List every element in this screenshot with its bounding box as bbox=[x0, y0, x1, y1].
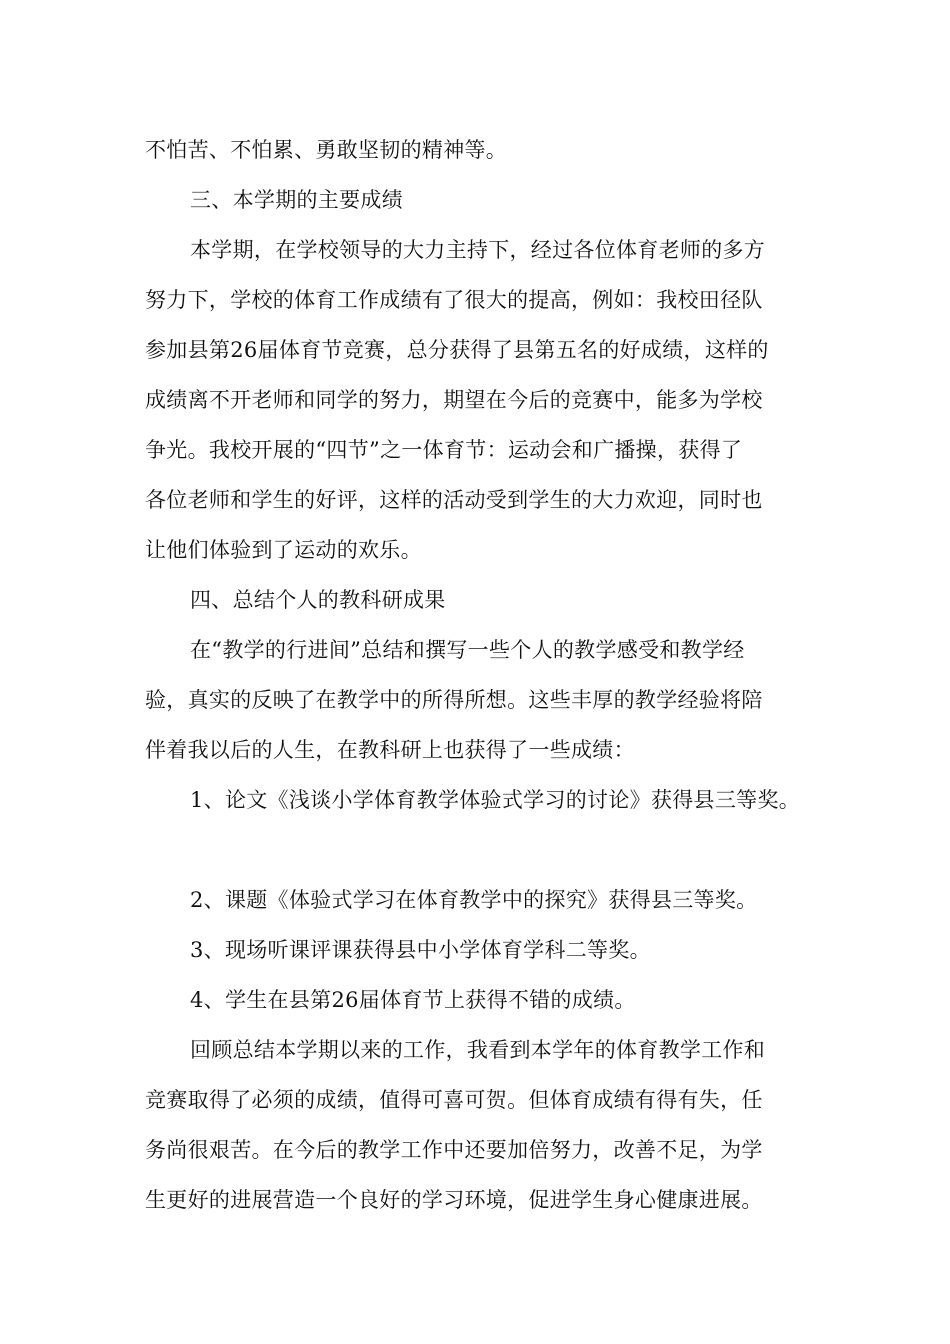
text-line: 各位老师和学生的好评，这样的活动受到学生的大力欢迎，同时也 bbox=[145, 488, 763, 512]
list-item: 3、现场听课评课获得县中小学体育学科二等奖。 bbox=[190, 938, 651, 962]
section-heading-4: 四、总结个人的教科研成果 bbox=[190, 588, 446, 612]
text-line: 成绩离不开老师和同学的努力，期望在今后的竞赛中，能多为学校 bbox=[145, 388, 763, 412]
text-line: 争光。我校开展的“四节”之一体育节：运动会和广播操，获得了 bbox=[145, 438, 743, 462]
text-line: 参加县第26届体育节竞赛，总分获得了县第五名的好成绩，这样的 bbox=[145, 338, 769, 362]
list-item: 4、学生在县第26届体育节上获得不错的成绩。 bbox=[190, 988, 636, 1012]
text-line: 努力下，学校的体育工作成绩有了很大的提高，例如：我校田径队 bbox=[145, 288, 763, 312]
text-line: 伴着我以后的人生，在教科研上也获得了一些成绩： bbox=[145, 738, 635, 762]
text-line: 不怕苦、不怕累、勇敢坚韧的精神等。 bbox=[145, 138, 508, 162]
text-line: 回顾总结本学期以来的工作，我看到本学年的体育教学工作和 bbox=[190, 1038, 766, 1062]
list-item: 2、课题《体验式学习在体育教学中的探究》获得县三等奖。 bbox=[190, 888, 758, 912]
text-line: 让他们体验到了运动的欢乐。 bbox=[145, 538, 422, 562]
text-line: 竞赛取得了必须的成绩，值得可喜可贺。但体育成绩有得有失，任 bbox=[145, 1088, 763, 1112]
text-line: 验，真实的反映了在教学中的所得所想。这些丰厚的教学经验将陪 bbox=[145, 688, 763, 712]
section-heading-3: 三、本学期的主要成绩 bbox=[190, 188, 403, 212]
text-line: 务尚很艰苦。在今后的教学工作中还要加倍努力，改善不足，为学 bbox=[145, 1138, 763, 1162]
text-line: 生更好的进展营造一个良好的学习环境，促进学生身心健康进展。 bbox=[145, 1188, 763, 1212]
list-item: 1、论文《浅谈小学体育教学体验式学习的讨论》获得县三等奖。 bbox=[190, 788, 801, 812]
text-line: 在“教学的行进间”总结和撰写一些个人的教学感受和教学经 bbox=[190, 638, 745, 662]
text-line: 本学期，在学校领导的大力主持下，经过各位体育老师的多方 bbox=[190, 238, 766, 262]
